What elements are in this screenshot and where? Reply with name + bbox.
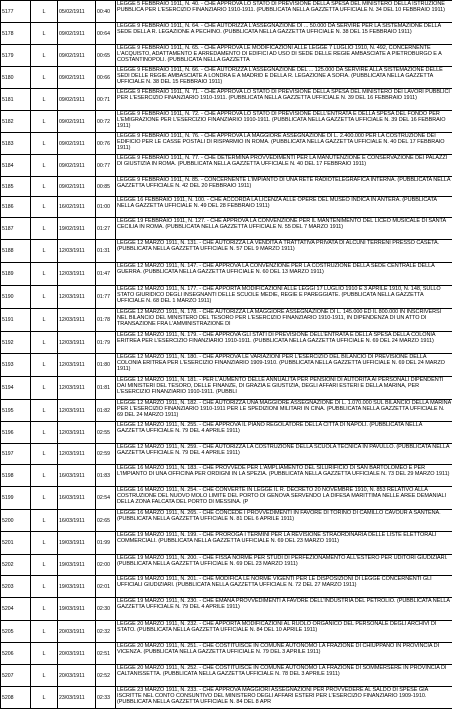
- record-description-text: LEGGE 12 MARZO 1911, N. 131. - CHE AUTORIZZA LA VENDITA A TRATTATIVA PRIVATA DI ALCUNI TERRENI PRESSO CASETA. (PUBBLICATA NELLA GAZZETTA UFFICIALE N. 57 DEL 9 MARZO 1911): [117, 240, 451, 262]
- record-number: 5196: [1, 422, 31, 444]
- record-number: 5181: [1, 89, 31, 111]
- record-series: L: [31, 309, 58, 332]
- record-description: [116, 377, 452, 400]
- table-row: [1, 133, 452, 155]
- record-description-text: LEGGE 9 FEBBRAIO 1911, N. 66. - CHE AUTORIZZA L'ASSEGNAZIONE DEL ... 125.000 DA SERVIRE ALLA SISTEMAZIONE DELLE SEDI DELLE REGIE AMBASCIATE A LONDRA E A MADRID E DELLA R. LEGAZIONE A SOFIA. (PUBBLICATA NELLA GAZZETTA UFFICIALE N. 38 DEL 15 FEBBRAIO 1911): [117, 67, 451, 88]
- record-description: [116, 422, 452, 444]
- table-row: [1, 422, 452, 444]
- record-description: [116, 598, 452, 621]
- table-row: [1, 576, 452, 598]
- record-description-text: LEGGE 9 FEBBRAIO 1911, N. 64. - CHE AUTORIZZA L'ASSEGNAZIONE DI ... 50.000 DA SERVIRE PER LA SISTEMAZIONE DELLA SEDE DELLA R. LEGAZIONE A PECHINO. (PUBBLICATA NELLA GAZZETTA UFFICIALE N. 38 DEL 15 FEBBRAIO 1911): [117, 23, 451, 44]
- record-description-text: LEGGE 9 FEBBRAIO 1911, N. 76. - CHE APPROVA LA MAGGIORE ASSEGNAZIONE DI L. 2.400.000 PER LA COSTRUZIONE DEI EDIFICIO PER LE CASSE POSTALI DI RISPARMIO IN ROMA. (PUBBLICATA NELLA GAZZETTA UFFICIALE N. 40 DEL 17 FEBBRAIO 1911): [117, 133, 451, 154]
- record-number: 5183: [1, 133, 31, 155]
- table-row: [1, 487, 452, 510]
- record-number: 5206: [1, 643, 31, 665]
- record-code: 00:71: [96, 89, 116, 111]
- record-date: 12/03/1911: [58, 354, 96, 377]
- record-date: 12/03/1911: [58, 444, 96, 465]
- record-date: 09/02/1911: [58, 155, 96, 177]
- record-description: [116, 89, 452, 111]
- table-row: [1, 263, 452, 286]
- record-number: 5186: [1, 197, 31, 218]
- record-description-text: LEGGE 12 MARZO 1911, N. 179. - CHE APPROVA GLI STATI DI PREVISIONE DELL'ENTRATA E DELLA SPESA DELLA COLONIA ERITREA PER L'ESERCIZIO FINANZIARIO 1910-1911. (PUBBLICATA NELLA GAZZETTA UFFICIALE N. 69 DEL 24 MARZO 1911): [117, 332, 451, 353]
- record-code: 02:30: [96, 598, 116, 621]
- record-number: 5191: [1, 309, 31, 332]
- record-description-text: LEGGE 16 MARZO 1911, N. 254. - CHE CONVERTE IN LEGGE IL R. DECRETO 20 NOVEMBRE 1910, N. 853 RELATIVO ALLA COSTRUZIONE DEL NUOVO MOLO LIMITE DEL PORTO DI GENOVA SERVENDO LA DIFESA MARITTIMA NELLE AREE DEMANIALI DELLA ZONA FALCATA DEL PORTO DI MESSINA. (P: [117, 487, 451, 509]
- record-code: 02:33: [96, 687, 116, 709]
- record-code: 01:81: [96, 377, 116, 400]
- record-number: 5197: [1, 444, 31, 465]
- record-description-text: LEGGE 12 MARZO 1911, N. 259. - CHE AUTORIZZA LA COSTRUZIONE DELLA SCUOLA TECNICA IN PAVULLO. (PUBBLICATA NELLA GAZZETTA UFFICIALE N. 79 DEL 4 APRILE 1911): [117, 444, 451, 464]
- record-date: 12/03/1911: [58, 240, 96, 263]
- record-series: L: [31, 286, 58, 309]
- record-description: [116, 687, 452, 709]
- table-row: [1, 67, 452, 89]
- record-description: [116, 67, 452, 89]
- record-series: L: [31, 155, 58, 177]
- record-code: 00:72: [96, 111, 116, 133]
- record-description: [116, 218, 452, 240]
- table-row: [1, 155, 452, 177]
- record-number: 5207: [1, 665, 31, 687]
- record-code: 01:47: [96, 263, 116, 286]
- record-series: L: [31, 89, 58, 111]
- record-date: 09/02/1911: [58, 89, 96, 111]
- record-description-text: LEGGE 16 MARZO 1911, N. 183. - CHE PROVVEDE PER L'AMPLIAMENTO DEL SILURIFICIO DI SAN BARTOLOMEO E PER L'IMPIANTO DI UNA OFFICINA PER ORDIGNI IN LA SPEZIA. (PUBBLICATA NELLA GAZZETTA UFFICIALE N. 73 DEL 29 MARZO 1911): [117, 465, 451, 486]
- record-number: 5190: [1, 286, 31, 309]
- record-description: [116, 45, 452, 67]
- record-description: [116, 665, 452, 687]
- record-series: L: [31, 67, 58, 89]
- record-number: 5188: [1, 240, 31, 263]
- record-series: L: [31, 621, 58, 643]
- record-code: 02:54: [96, 487, 116, 510]
- table-row: [1, 23, 452, 45]
- record-description-text: LEGGE 23 MARZO 1911, N. 233. - CHE APPROVA MAGGIORI ASSEGNAZIONI PER PROVVEDERE AL SALDO DI SPESE GIA ISCRITTE NEL CONTO CONSUNTIVO DEL MINISTERO DEGLI AFFARI ESTERI PER L'ESERCIZIO FINANZIARIO 1909-1910. (PUBBLICATA NELLA GAZZETTA UFFICIALE N. 84 DEL 8 APR: [117, 687, 451, 708]
- record-code: 02:32: [96, 621, 116, 643]
- table-row: [1, 332, 452, 354]
- record-number: 5203: [1, 576, 31, 598]
- record-description-text: LEGGE 9 FEBBRAIO 1911, N. 72. - CHE APPROVA LO STATO DI PREVISIONE DELL'ENTRATA E DELLA SPESA DEL FONDO PER L'EMIGRAZIONE PER L'ESERCIZIO FINANZIARIO 1910-1911. (PUBBLICATA NELLA GAZZETTA UFFICIALE N. 39 DEL 16 FEBBRAIO 1911): [117, 111, 451, 132]
- record-description: [116, 286, 452, 309]
- record-date: 12/03/1911: [58, 309, 96, 332]
- record-number: 5177: [1, 1, 31, 23]
- record-description: [116, 177, 452, 197]
- record-date: 12/03/1911: [58, 400, 96, 422]
- record-description-text: LEGGE 5 FEBBRAIO 1911, N. 40. - CHE APPROVA LO STATO DI PREVISIONE DELLA SPESA DEL MINISTERO DELLA ISTRUZIONE PUBBLICA PER L'ESERCIZIO FINANZIARIO 1910-1911. (PUBBLICATA NELLA GAZZETTA UFFICIALE N. 34 DEL 10 FEBBRAIO 1911): [117, 1, 451, 22]
- record-number: 5193: [1, 354, 31, 377]
- record-description: [116, 532, 452, 555]
- record-series: L: [31, 465, 58, 487]
- record-number: 5200: [1, 510, 31, 532]
- record-code: 01:27: [96, 218, 116, 240]
- record-code: 02:00: [96, 555, 116, 576]
- table-row: [1, 309, 452, 332]
- record-series: L: [31, 218, 58, 240]
- table-row: [1, 89, 452, 111]
- record-series: L: [31, 643, 58, 665]
- record-code: 00:64: [96, 23, 116, 45]
- record-description: [116, 1, 452, 23]
- record-description: [116, 576, 452, 598]
- record-number: 5198: [1, 465, 31, 487]
- record-description-text: LEGGE 12 MARZO 1911, N. 181. - PER L'AUMENTO DELLE ANNUALITA PER PENSIONI DI AUTORITA AI PERSONALI DIPENDENTI DAI MINISTERI DEL TESORO, DELLE FINANZE, DI GRAZIA E GIUSTIZIA, DEGLI AFFARI ESTERI E DELLA MARINA, PER L'ESERCIZIO FINANZIARIO 1910-1911. (PUBBLI: [117, 377, 451, 399]
- record-series: L: [31, 687, 58, 709]
- record-series: L: [31, 665, 58, 687]
- record-code: 00:85: [96, 177, 116, 197]
- table-row: [1, 111, 452, 133]
- record-description: [116, 240, 452, 263]
- record-series: L: [31, 598, 58, 621]
- record-number: 5180: [1, 67, 31, 89]
- record-date: 09/02/1911: [58, 23, 96, 45]
- record-description-text: LEGGE 19 MARZO 1911, N. 201. - CHE MODIFICA LE NORME VIGENTI PER LE DISPOSIZIONI DI LEGGE CONCERNENTI GLI UFFICIALI GIUDIZIARI. (PUBBLICATA NELLA GAZZETTA UFFICIALE N. 72 DEL 27 MARZO 1911): [117, 576, 451, 597]
- record-code: 00:65: [96, 45, 116, 67]
- table-row: [1, 665, 452, 687]
- record-series: L: [31, 444, 58, 465]
- record-number: 5202: [1, 555, 31, 576]
- record-description-text: LEGGE 9 FEBBRAIO 1911, N. 85. - CONCERNENTE L'IMPIANTO DI UNA RETE RADIOTELEGRAFICA INTERNA. (PUBBLICATA NELLA GAZZETTA UFFICIALE N. 42 DEL 20 FEBBRAIO 1911): [117, 177, 451, 196]
- record-date: 19/02/1911: [58, 218, 96, 240]
- record-series: L: [31, 576, 58, 598]
- record-description-text: LEGGE 12 MARZO 1911, N. 177. - CHE APPORTA MODIFICAZIONI ALLE LEGGI 17 LUGLIO 1910 E 3 APRILE 1910, N. 148, SULLO STATO GIURIDICO DEGLI INSEGNANTI DELLE SCUOLE MEDIE, REGIE E PAREGGIATE. (PUBBLICATA NELLA GAZZETTA UFFICIALE N. 68 DEL 1 MARZO 1911): [117, 286, 451, 308]
- record-series: L: [31, 377, 58, 400]
- record-description-text: LEGGE 12 MARZO 1911, N. 182. - CHE AUTORIZZA UNA MAGGIORE ASSEGNAZIONE DI L. 1.070.000 SUL BILANCIO DELLA MARINA PER L'ESERCIZIO FINANZIARIO 1910-1911 PER LE SPEDIZIONI MILITARI IN CINA. (PUBBLICATA NELLA GAZZETTA UFFICIALE N. 69 DEL 24 MARZO 1911): [117, 400, 451, 421]
- record-code: 00:76: [96, 133, 116, 155]
- record-description-text: LEGGE 19 FEBBRAIO 1911, N. 127. - CHE APPROVA LA CONVENZIONE PER IL MANTENIMENTO DEL LICEO MUSICALE DI SANTA CECILIA IN ROMA. (PUBBLICATA NELLA GAZZETTA UFFICIALE N. 55 DEL 7 MARZO 1911): [117, 218, 451, 239]
- record-date: 16/03/1911: [58, 510, 96, 532]
- record-date: 09/02/1911: [58, 177, 96, 197]
- record-code: 00:77: [96, 155, 116, 177]
- record-code: 02:51: [96, 643, 116, 665]
- record-date: 12/03/1911: [58, 377, 96, 400]
- record-date: 09/02/1911: [58, 45, 96, 67]
- record-series: L: [31, 111, 58, 133]
- record-code: 02:59: [96, 444, 116, 465]
- record-series: L: [31, 23, 58, 45]
- record-date: 09/02/1911: [58, 67, 96, 89]
- record-description: [116, 510, 452, 532]
- record-number: 5205: [1, 621, 31, 643]
- record-description: [116, 354, 452, 377]
- record-description-text: LEGGE 12 MARZO 1911, N. 255. - CHE APPROVA IL PIANO REGOLATORE DELLA CITTA DI NAPOLI. (PUBBLICATA NELLA GAZZETTA UFFICIALE N. 79 DEL 4 APRILE 1911): [117, 422, 451, 443]
- record-description-text: LEGGE 19 MARZO 1911, N. 230. - CHE EMANA PROVVEDIMENTI A FAVORE DELL'INDUSTRIA DEL PETROLIO. (PUBBLICATA NELLA GAZZETTA UFFICIALE N. 79 DEL 4 APRILE 1911): [117, 598, 451, 620]
- record-description-text: LEGGE 9 FEBBRAIO 1911, N. 65. - CHE APPROVA LE MODIFICAZIONI ALLE LEGGE 7 LUGLIO 1910, N. 492, CONCERNENTE L'ACQUISTO, ADATTAMENTO E ARREDAMENTO DI EDIFICI AD USO DI SEDE DELLE REGIE AMBASCIATE A PIETROBURGO E A COSTANTINOPOLI. (PUBBLICATA NELLA GAZZETTA: [117, 45, 451, 66]
- table-row: [1, 400, 452, 422]
- record-description-text: LEGGE 20 MARZO 1911, N. 252. - CHE COSTITUISCE IN COMUNE AUTONOMO LA FRAZIONE DI SOMMERSERE IN PROVINCIA DI CALTANISSETTA. (PUBBLICATA NELLA GAZZETTA UFFICIALE N. 78 DEL 3 APRILE 1911): [117, 665, 451, 686]
- record-description-text: LEGGE 12 MARZO 1911, N. 180. - CHE APPROVA LE VARIAZIONI PER L'ESERCIZIO DEL BILANCIO DI PREVISIONE DELLA COLONIA ERITREA PER L'ESERCIZIO FINANZIARIO 1909-1910. (PUBBLICATA NELLA GAZZETTA UFFICIALE N. 69 DEL 24 MARZO 1911): [117, 354, 451, 376]
- record-date: 20/03/1911: [58, 665, 96, 687]
- record-code: 01:99: [96, 532, 116, 555]
- record-date: 16/03/1911: [58, 487, 96, 510]
- record-series: L: [31, 400, 58, 422]
- record-date: 16/02/1911: [58, 197, 96, 218]
- record-series: L: [31, 487, 58, 510]
- record-date: 05/02/1911: [58, 1, 96, 23]
- table-row: [1, 555, 452, 576]
- record-series: L: [31, 510, 58, 532]
- record-series: L: [31, 332, 58, 354]
- table-row: [1, 532, 452, 555]
- record-number: 5178: [1, 23, 31, 45]
- record-series: L: [31, 133, 58, 155]
- record-description-text: LEGGE 16 FEBBRAIO 1911, N. 100. - CHE ACCORDA LA LICENZA ALLE OPERE DEL MUSEO INDICA IN ANTERA. (PUBBLICATA NELLA GAZZETTA UFFICIALE N. 49 DEL 28 FEBBRAIO 1911): [117, 197, 451, 217]
- record-series: L: [31, 197, 58, 218]
- record-number: 5199: [1, 487, 31, 510]
- record-date: 09/02/1911: [58, 111, 96, 133]
- table-row: [1, 643, 452, 665]
- table-row: [1, 286, 452, 309]
- record-description: [116, 133, 452, 155]
- table-row: [1, 687, 452, 709]
- record-series: L: [31, 532, 58, 555]
- record-description: [116, 332, 452, 354]
- table-row: [1, 354, 452, 377]
- record-date: 12/03/1911: [58, 422, 96, 444]
- record-number: 5179: [1, 45, 31, 67]
- record-description-text: LEGGE 9 FEBBRAIO 1911, N. 71. - CHE APPROVA LO STATO DI PREVISIONE DELLA SPESA DEL MINISTERO DEI LAVORI PUBBLICI PER L'ESERCIZIO FINANZIARIO 1910-1911. (PUBBLICATA NELLA GAZZETTA UFFICIALE N. 39 DEL 16 FEBBRAIO 1911): [117, 89, 451, 110]
- table-row: [1, 444, 452, 465]
- record-number: 5194: [1, 377, 31, 400]
- record-date: 12/03/1911: [58, 332, 96, 354]
- record-series: L: [31, 354, 58, 377]
- record-date: 23/03/1911: [58, 687, 96, 709]
- table-row: [1, 218, 452, 240]
- record-description: [116, 197, 452, 218]
- record-date: 19/03/1911: [58, 555, 96, 576]
- record-date: 16/03/1911: [58, 465, 96, 487]
- table-row: [1, 377, 452, 400]
- record-code: 01:80: [96, 354, 116, 377]
- record-description-text: LEGGE 12 MARZO 1911, N. 178. - CHE AUTORIZZA LA MAGGIORE ASSEGNAZIONE DI L. 145.000 ED IL 800.000 IN INSCRIVERSI NEL BILANCIO DEL MINISTERO DEL TESORO PER L'ESERCIZIO FINANZIARIO 1910-1911, IN DIPENDENZA DI UN ATTO DI TRANSAZIONE FRA L'AMMINISTRAZIONE DI: [117, 309, 451, 331]
- record-description: [116, 555, 452, 576]
- record-description: [116, 465, 452, 487]
- record-date: 12/03/1911: [58, 286, 96, 309]
- record-code: 00:40: [96, 1, 116, 23]
- record-code: 02:65: [96, 510, 116, 532]
- table-row: [1, 197, 452, 218]
- record-description: [116, 487, 452, 510]
- record-code: 02:52: [96, 665, 116, 687]
- record-code: 01:79: [96, 332, 116, 354]
- table-row: [1, 177, 452, 197]
- record-series: L: [31, 45, 58, 67]
- record-code: 01:78: [96, 309, 116, 332]
- record-number: 5204: [1, 598, 31, 621]
- table-row: [1, 45, 452, 67]
- record-description-text: LEGGE 12 MARZO 1911, N. 147. - CHE APPROVA LA CONVENZIONE PER LA COSTRUZIONE DELLA SEDE CENTRALE DELLA GUERRA. (PUBBLICATA NELLA GAZZETTA UFFICIALE N. 60 DEL 13 MARZO 1911): [117, 263, 451, 285]
- table-row: [1, 465, 452, 487]
- record-code: 01:82: [96, 400, 116, 422]
- record-number: 5201: [1, 532, 31, 555]
- record-date: 20/03/1911: [58, 621, 96, 643]
- record-description: [116, 444, 452, 465]
- record-description: [116, 155, 452, 177]
- record-code: 02:55: [96, 422, 116, 444]
- record-description-text: LEGGE 20 MARZO 1911, N. 251. - CHE COSTITUISCE IN COMUNE AUTONOMO LA FRAZIONE DI CHIUPPANO IN PROVINCIA DI VICENZA. (PUBBLICATA NELLA GAZZETTA UFFICIALE N. 79 DEL 3 APRILE 1911): [117, 643, 451, 664]
- table-row: [1, 510, 452, 532]
- record-code: 01:00: [96, 197, 116, 218]
- table-row: [1, 621, 452, 643]
- record-code: 00:66: [96, 67, 116, 89]
- record-code: 01:31: [96, 240, 116, 263]
- record-date: 19/03/1911: [58, 576, 96, 598]
- record-description-text: LEGGE 9 FEBBRAIO 1911, N. 77. - CHE DETERMINA PROVVEDIMENTI PER LA MANUTENZIONE E CONSERVAZIONE DEI PALAZZI DI GIUSTIZIA IN ROMA. (PUBBLICATA NELLA GAZZETTA UFFICIALE N. 40 DEL 17 FEBBRAIO 1911): [117, 155, 451, 176]
- record-number: 5189: [1, 263, 31, 286]
- record-series: L: [31, 240, 58, 263]
- record-series: L: [31, 177, 58, 197]
- record-code: 01:83: [96, 465, 116, 487]
- record-code: 01:77: [96, 286, 116, 309]
- table-row: [1, 598, 452, 621]
- register-body: [1, 1, 452, 709]
- record-number: 5185: [1, 177, 31, 197]
- record-description: [116, 23, 452, 45]
- record-description-text: LEGGE 16 MARZO 1911, N. 265. - CHE CONCEDE I PROVVEDIMENTI IN FAVORE DI TORINO DI CAMILLO CAVOUR A SANTENA. (PUBBLICATA NELLA GAZZETTA UFFICIALE N. 81 DEL 6 APRILE 1911): [117, 510, 451, 531]
- record-description: [116, 309, 452, 332]
- record-number: 5184: [1, 155, 31, 177]
- record-description-text: LEGGE 20 MARZO 1911, N. 232. - CHE APPORTA MODIFICAZIONI AL RUOLO ORGANICO DEL PERSONALE DEGLI ARCHIVI DI STATO. (PUBBLICATA NELLA GAZZETTA UFFICIALE N. 84 DEL 10 APRILE 1911): [117, 621, 451, 642]
- record-description: [116, 400, 452, 422]
- record-description: [116, 643, 452, 665]
- record-date: 19/03/1911: [58, 598, 96, 621]
- record-number: 5208: [1, 687, 31, 709]
- record-series: L: [31, 555, 58, 576]
- table-row: [1, 1, 452, 23]
- record-description: [116, 111, 452, 133]
- record-number: 5195: [1, 400, 31, 422]
- record-series: L: [31, 1, 58, 23]
- table-row: [1, 240, 452, 263]
- record-date: 19/03/1911: [58, 532, 96, 555]
- record-description: [116, 621, 452, 643]
- record-date: 12/03/1911: [58, 263, 96, 286]
- record-number: 5187: [1, 218, 31, 240]
- record-date: 20/03/1911: [58, 643, 96, 665]
- record-number: 5192: [1, 332, 31, 354]
- record-date: 09/02/1911: [58, 133, 96, 155]
- record-series: L: [31, 422, 58, 444]
- record-number: 5182: [1, 111, 31, 133]
- record-series: L: [31, 263, 58, 286]
- record-description-text: LEGGE 19 MARZO 1911, N. 199. - CHE PROROGA I TERMINI PER LA REVISIONE STRAORDINARIA DELLE LISTE ELETTORALI COMMERCIALI. (PUBBLICATA NELLA GAZZETTA UFFICIALE N. 69 DEL 23 MARZO 1911): [117, 532, 451, 554]
- record-description-text: LEGGE 19 MARZO 1911, N. 200. - CHE FISSA NORME PER STUDI DI PERFEZIONAMENTO ALL'ESTERO PER UDITORI GIUDIZIARI. (PUBBLICATA NELLA GAZZETTA UFFICIALE N. 69 DEL 23 MARZO 1911): [117, 555, 451, 575]
- record-description: [116, 263, 452, 286]
- record-code: 02:01: [96, 576, 116, 598]
